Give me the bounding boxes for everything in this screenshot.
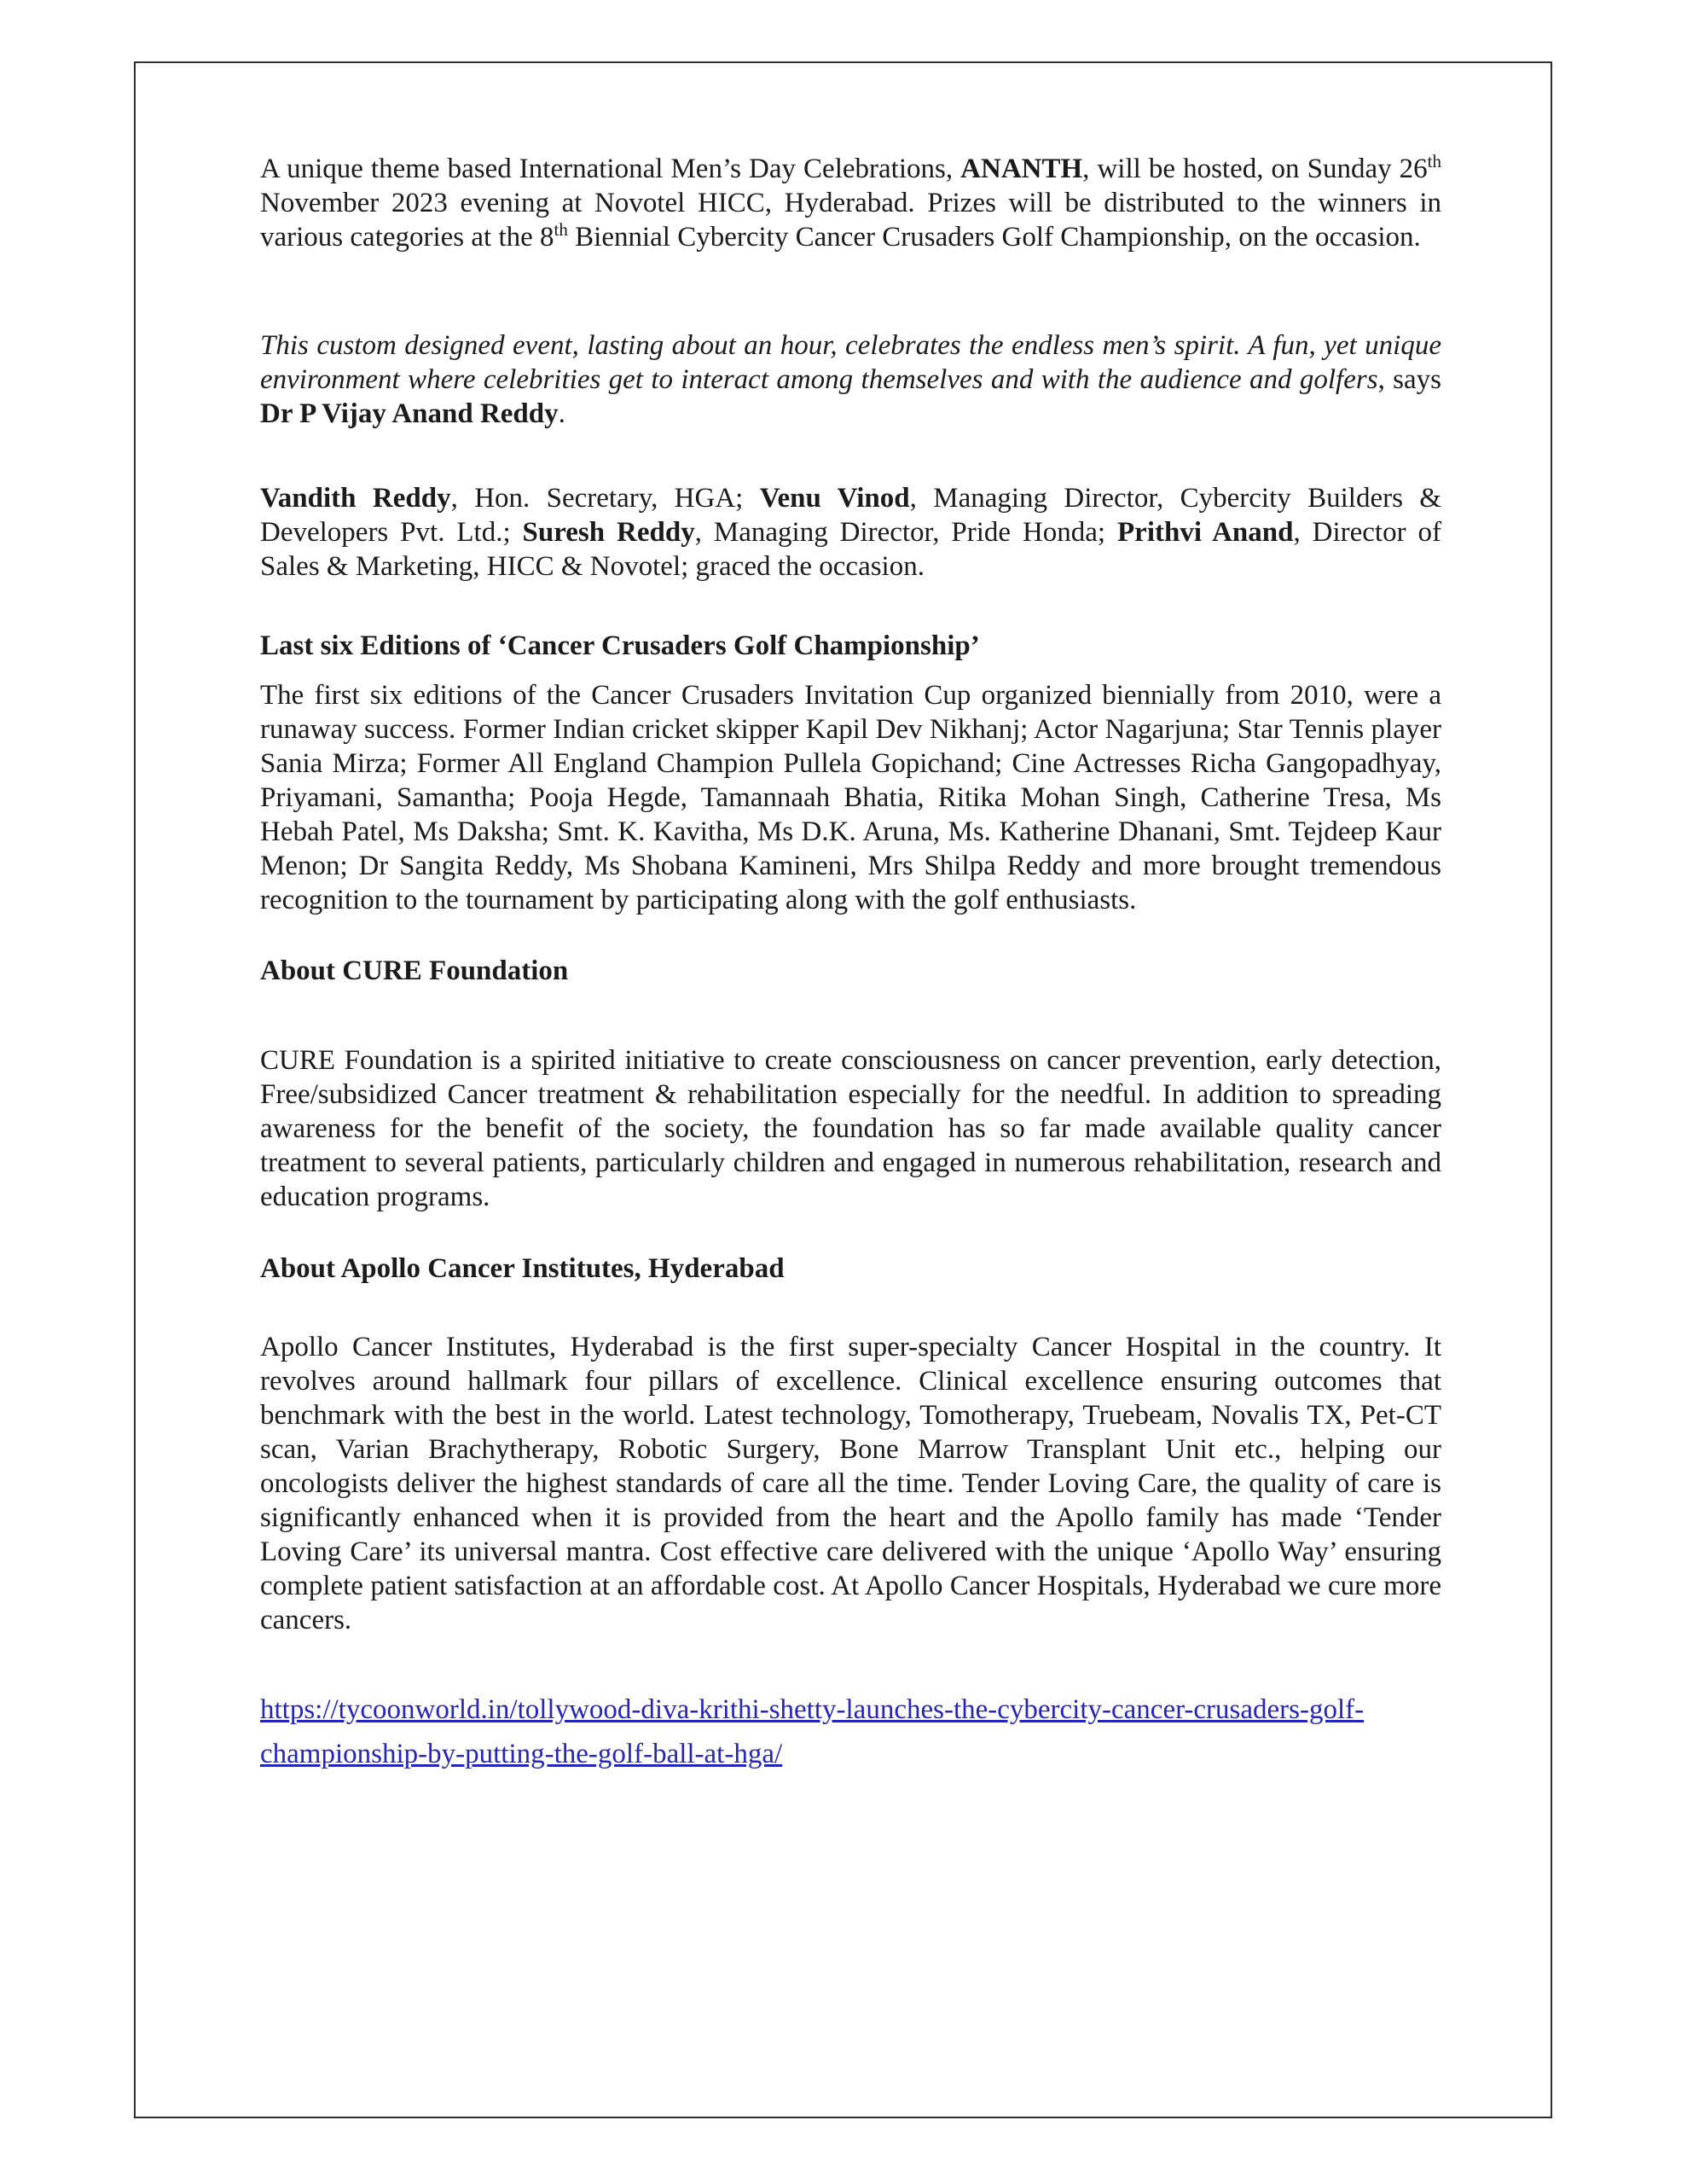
person-name-bold: Suresh Reddy [522,517,695,548]
quote-paragraph [260,328,1441,431]
text-run: , Managing Director, Pride Honda; [694,517,1118,548]
page-content [260,152,1441,1776]
speaker-name-bold: Dr P Vijay Anand Reddy [260,398,559,429]
quote-italic-run: This custom designed event, lasting about an hour, celebrates the endless men’s spirit. A fun, yet unique environment where celebrities get to interact among themselves and with the audience and golfers [260,330,1441,395]
page-border [134,61,1552,2118]
person-name-bold: Venu Vinod [759,483,910,514]
text-run: November 2023 evening at Novotel HICC, Hyderabad. Prizes will be distributed to the winners in various categories at the 8 [260,188,1441,253]
source-url-link[interactable]: https://tycoonworld.in/tollywood-diva-krithi-shetty-launches-the-cybercity-cancer-crusaders-golf-championship-by-putting-the-golf-ball-at-hga/ [260,1694,1365,1769]
heading-about-cure-foundation: About CURE Foundation [260,956,569,986]
heading-last-six-editions: Last six Editions of ‘Cancer Crusaders Golf Championship’ [260,630,980,661]
ordinal-superscript: th [1427,151,1441,171]
intro-paragraph [260,152,1441,254]
cure-foundation-paragraph: CURE Foundation is a spirited initiative to create consciousness on cancer prevention, early detection, Free/subsidized Cancer treatment & rehabilitation especially for the needful. In addition to spreading awareness for the benefit of the society, the foundation has so far made available quality cancer treatment to several patients, particularly children and engaged in numerous rehabilitation, research and education programs. [260,1045,1441,1212]
apollo-cancer-institutes-paragraph: Apollo Cancer Institutes, Hyderabad is the first super-specialty Cancer Hospital in the country. It revolves around hallmark four pillars of excellence. Clinical excellence ensuring outcomes that benchmark with the best in the world. Latest technology, Tomotherapy, Truebeam, Novalis TX, Pet-CT scan, Varian Brachytherapy, Robotic Surgery, Bone Marrow Transplant Unit etc., helping our oncologists deliver the highest standards of care all the time. Tender Loving Care, the quality of care is significantly enhanced when it is provided from the heart and the Apollo family has made ‘Tender Loving Care’ its universal mantra. Cost effective care delivered with the unique ‘Apollo Way’ ensuring complete patient satisfaction at an affordable cost. At Apollo Cancer Hospitals, Hyderabad we cure more cancers. [260,1332,1441,1635]
text-run: , will be hosted, on Sunday 26 [1082,154,1428,184]
heading-about-apollo-cancer-institutes: About Apollo Cancer Institutes, Hyderabad [260,1253,785,1284]
text-run: . [558,398,565,429]
text-run: A unique theme based International Men’s Day Celebrations, [260,154,961,184]
dignitaries-paragraph [260,481,1441,584]
editions-history-paragraph: The first six editions of the Cancer Crusaders Invitation Cup organized biennially from 2010, were a runaway success. Former Indian cricket skipper Kapil Dev Nikhanj; Actor Nagarjuna; Star Tennis player Sania Mirza; Former All England Champion Pullela Gopichand; Cine Actresses Richa Gangopadhyay, Priyamani, Samantha; Pooja Hegde, Tamannaah Bhatia, Ritika Mohan Singh, Catherine Tresa, Ms Hebah Patel, Ms Daksha; Smt. K. Kavitha, Ms D.K. Aruna, Ms. Katherine Dhanani, Smt. Tejdeep Kaur Menon; Dr Sangita Reddy, Ms Shobana Kamineni, Mrs Shilpa Reddy and more brought tremendous recognition to the tournament by participating along with the golf enthusiasts. [260,680,1441,915]
person-name-bold: Vandith Reddy [260,483,451,514]
text-run: , Managing Director, Cybercity Builders & Developers Pvt. Ltd.; [260,483,1441,548]
text-run: , says [1377,364,1441,395]
ordinal-superscript: th [554,219,568,240]
person-name-bold: Prithvi Anand [1117,517,1294,548]
text-run: , Director of Sales & Marketing, HICC & Novotel; graced the occasion. [260,517,1441,582]
event-name-bold: ANANTH [960,154,1083,184]
source-url-line [260,1687,1441,1776]
text-run: , Hon. Secretary, HGA; [450,483,760,514]
text-run: Biennial Cybercity Cancer Crusaders Golf Championship, on the occasion. [567,222,1421,253]
